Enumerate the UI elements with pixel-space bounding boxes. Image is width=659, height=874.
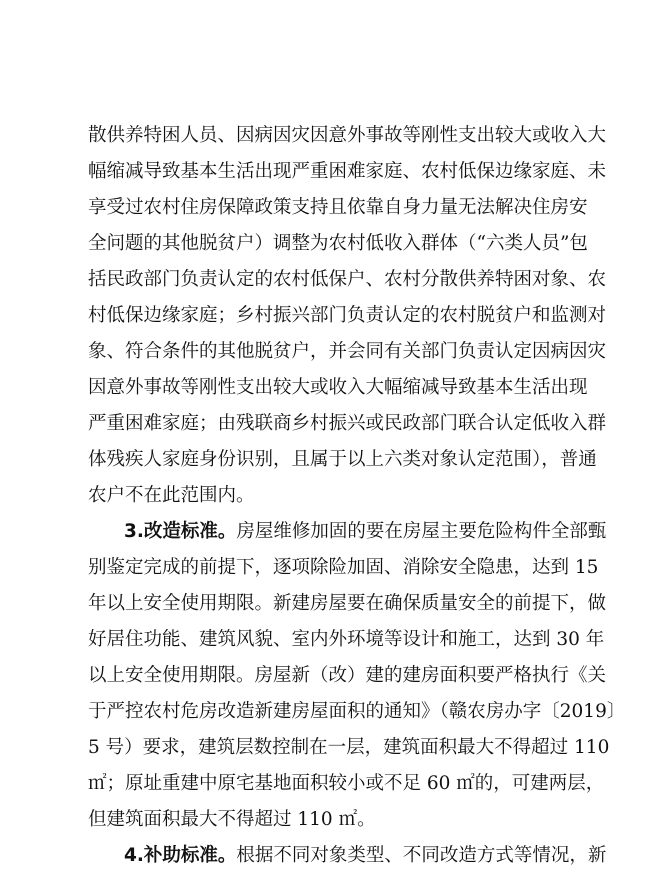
text-line: 体残疾人家庭身份识别，且属于以上六类对象认定范围），普通 (88, 449, 597, 470)
text-line: 农户不在此范围内。 (88, 485, 255, 506)
section-first-line (124, 838, 607, 874)
text-line: 散供养特困人员、因病因灾因意外事故等刚性支出较大或收入大 (88, 125, 607, 146)
text-line: 年以上安全使用期限。新建房屋要在确保质量安全的前提下，做 (88, 593, 607, 614)
section-text: 根据不同对象类型、不同改造方式等情况，新 (236, 845, 607, 866)
text-line: 于严控农村危房改造新建房屋面积的通知》（赣农房办字〔2019〕 (88, 701, 626, 722)
text-line: 村低保边缘家庭；乡村振兴部门负责认定的农村脱贫户和监测对 (88, 305, 607, 326)
text-line: ㎡；原址重建中原宅基地面积较小或不足 60 ㎡的，可建两层， (88, 773, 605, 794)
section-first-line (124, 514, 607, 550)
section-heading: 3.改造标准。 (124, 521, 237, 542)
text-line: 象、符合条件的其他脱贫户，并会同有关部门负责认定因病因灾 (88, 341, 607, 362)
text-line: 但建筑面积最大不得超过 110 ㎡。 (88, 809, 376, 830)
text-line: 别鉴定完成的前提下，逐项除险加固、消除安全隐患，达到 15 (88, 557, 599, 578)
text-line: 严重困难家庭；由残联商乡村振兴或民政部门联合认定低收入群 (88, 413, 607, 434)
text-line: 幅缩减导致基本生活出现严重困难家庭、农村低保边缘家庭、未 (88, 161, 607, 182)
text-line: 享受过农村住房保障政策支持且依靠自身力量无法解决住房安 (88, 197, 588, 218)
text-line: 括民政部门负责认定的农村低保户、农村分散供养特困对象、农 (88, 269, 607, 290)
section-heading: 4.补助标准。 (124, 845, 237, 866)
text-line: 因意外事故等刚性支出较大或收入大幅缩减导致基本生活出现 (88, 377, 588, 398)
text-line: 5 号）要求，建筑层数控制在一层，建筑面积最大不得超过 110 (88, 737, 610, 758)
text-line: 全问题的其他脱贫户）调整为农村低收入群体（“六类人员”包 (88, 233, 588, 254)
text-line: 好居住功能、建筑风貌、室内外环境等设计和施工，达到 30 年 (88, 629, 605, 650)
text-line: 以上安全使用期限。房屋新（改）建的建房面积要严格执行《关 (88, 665, 607, 686)
section-text: 房屋维修加固的要在房屋主要危险构件全部甄 (236, 521, 607, 542)
